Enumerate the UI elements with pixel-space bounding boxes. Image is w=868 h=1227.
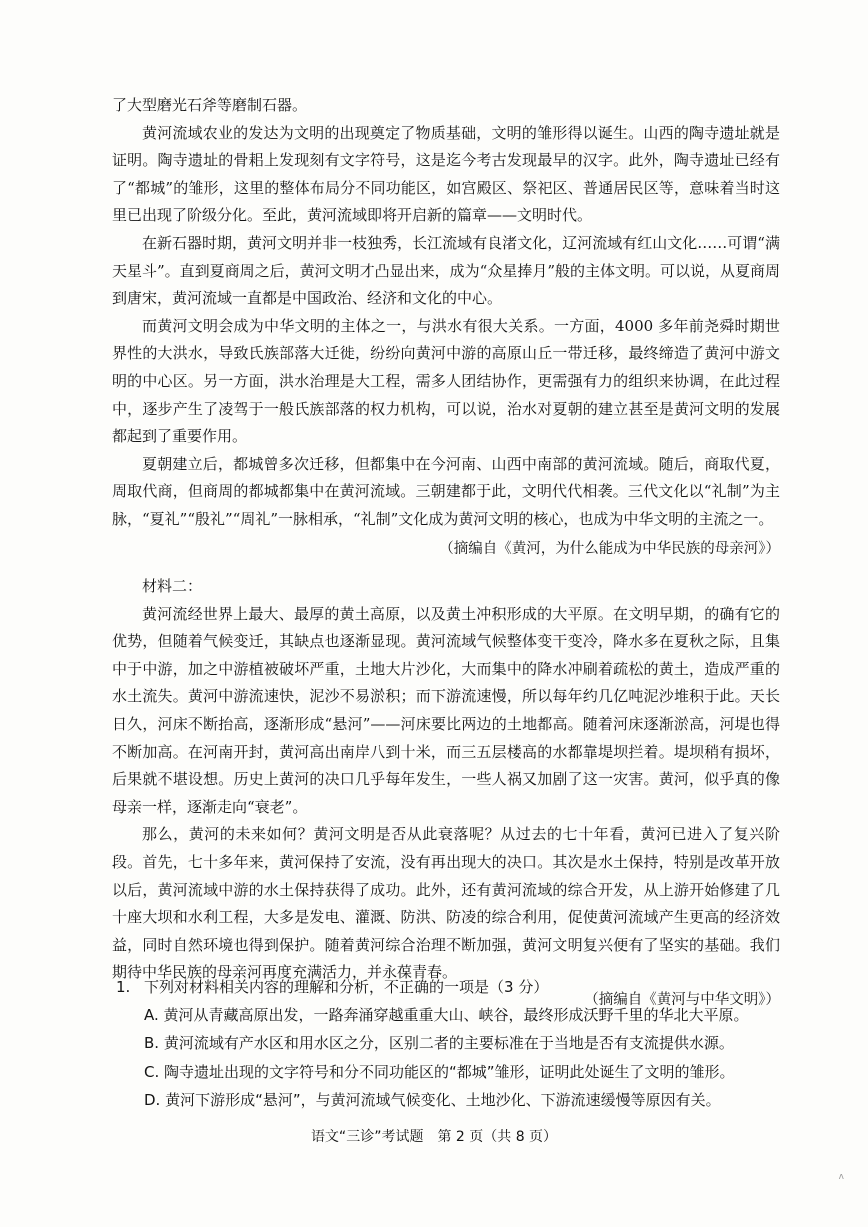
material-two-source: （摘编自《黄河与中华文明》） bbox=[584, 992, 780, 1008]
passage-paragraph: 黄河流经世界上最大、最厚的黄土高原，以及黄土冲积形成的大平原。在文明早期，的确有它的优势，但随着气候变迁，其缺点也逐渐显现。黄河流域气候整体变干变冷，降水多在夏秋之际，且集中于中游，加之中游植被破坏严重，土地大片沙化，大而集中的降水冲刷着疏松的黄土，造成严重的水土流失。黄河中游流速快，泥沙不易淤积；而下游流速慢，所以每年约几亿吨泥沙堆积于此。天长日久，河床不断抬高，逐渐形成“悬河”——河床要比两边的土地都高。随着河床逐渐淤高，河堤也得不断加高。在河南开封，黄河高出南岸八到十米，而三五层楼高的水都靠堤坝拦着。堤坝稍有损坏，后果就不堪设想。历史上黄河的决口几乎每年发生，一些人祸又加剧了这一灾害。黄河，似乎真的像母亲一样，逐渐走向“衰老”。 bbox=[112, 604, 780, 816]
question-number: 1. bbox=[116, 978, 131, 996]
reading-passage bbox=[112, 92, 780, 1015]
passage-paragraph: 黄河流域农业的发达为文明的出现奠定了物质基础，文明的雏形得以诞生。山西的陶寺遗址就是证明。陶寺遗址的骨耜上发现刻有文字符号，这是迄今考古发现最早的汉字。此外，陶寺遗址已经有了“都城”的雏形，这里的整体布局分不同功能区，如宫殿区、祭祀区、普通居民区等，意味着当时这里已出现了阶级分化。至此，黄河流域即将开启新的篇章——文明时代。 bbox=[112, 123, 780, 225]
material-one-source: （摘编自《黄河，为什么能成为中华民族的母亲河》） bbox=[439, 540, 780, 557]
material-two-label: 材料二： bbox=[142, 577, 203, 596]
passage-paragraph: 了大型磨光石斧等磨制石器。 bbox=[112, 96, 308, 114]
page-footer: 语文“三诊”考试题 第 2 页（共 8 页） bbox=[310, 1129, 558, 1145]
passage-paragraph: 那么，黄河的未来如何？黄河文明是否从此衰落呢？从过去的七十年看，黄河已进入了复兴阶段。首先，七十多年来，黄河保持了安流，没有再出现大的决口。其次是水土保持，特别是改革开放以后，黄河流域中游的水土保持获得了成功。此外，还有黄河流域的综合开发，从上游开始修建了几十座大坝和水利工程，大多是发电、灌溉、防洪、防凌的综合利用，促使黄河流域产生更高的经济效益，同时自然环境也得到保护。随着黄河综合治理不断加强，黄河文明复兴便有了坚实的基础。我们期待中华民族的母亲河再度充满活力，并永葆青春。 bbox=[112, 825, 780, 982]
option-d: D. 黄河下游形成“悬河”，与黄河流域气候变化、土地沙化、下游流速缓慢等原因有关。 bbox=[144, 1090, 721, 1109]
question-1 bbox=[116, 973, 806, 1114]
option-c: C. 陶寺遗址出现的文字符号和分不同功能区的“都城”雏形，证明此处诞生了文明的雏形。 bbox=[144, 1062, 735, 1081]
question-stem bbox=[116, 973, 806, 1001]
question-text: 下列对材料相关内容的理解和分析，不正确的一项是（3 分） bbox=[144, 978, 549, 996]
passage-paragraph: 而黄河文明会成为中华文明的主体之一，与洪水有很大关系。一方面，4000 多年前尧舜时期世界性的大洪水，导致氏族部落大迁徙，纷纷向黄河中游的高原山丘一带迁移，最终缔造了黄河中游文明的中心区。另一方面，洪水治理是大工程，需多人团结协作，更需强有力的组织来协调，在此过程中，逐步产生了凌驾于一般氏族部落的权力机构，可以说，治水对夏朝的建立甚至是黄河文明的发展都起到了重要作用。 bbox=[112, 316, 780, 446]
passage-paragraph: 在新石器时期，黄河文明并非一枝独秀，长江流域有良渚文化，辽河流域有红山文化……可谓“满天星斗”。直到夏商周之后，黄河文明才凸显出来，成为“众星捧月”般的主体文明。可以说，从夏商周到唐宋，黄河流域一直都是中国政治、经济和文化的中心。 bbox=[112, 233, 781, 308]
option-a: A. 黄河从青藏高原出发，一路奔涌穿越重重大山、峡谷，最终形成沃野千里的华北大平原。 bbox=[144, 1006, 749, 1025]
passage-paragraph: 夏朝建立后，都城曾多次迁移，但都集中在今河南、山西中南部的黄河流域。随后，商取代夏，周取代商，但商周的都城都集中在黄河流域。三朝建都于此，文明代代相袭。三代文化以“礼制”为主脉，“夏礼”“殷礼”“周礼”一脉相承，“礼制”文化成为黄河文明的核心，也成为中华文明的主流之一。 bbox=[112, 454, 780, 528]
corner-mark: ʌ bbox=[838, 1172, 844, 1182]
option-b: B. 黄河流域有产水区和用水区之分，区别二者的主要标准在于当地是否有支流提供水源。 bbox=[144, 1034, 734, 1053]
